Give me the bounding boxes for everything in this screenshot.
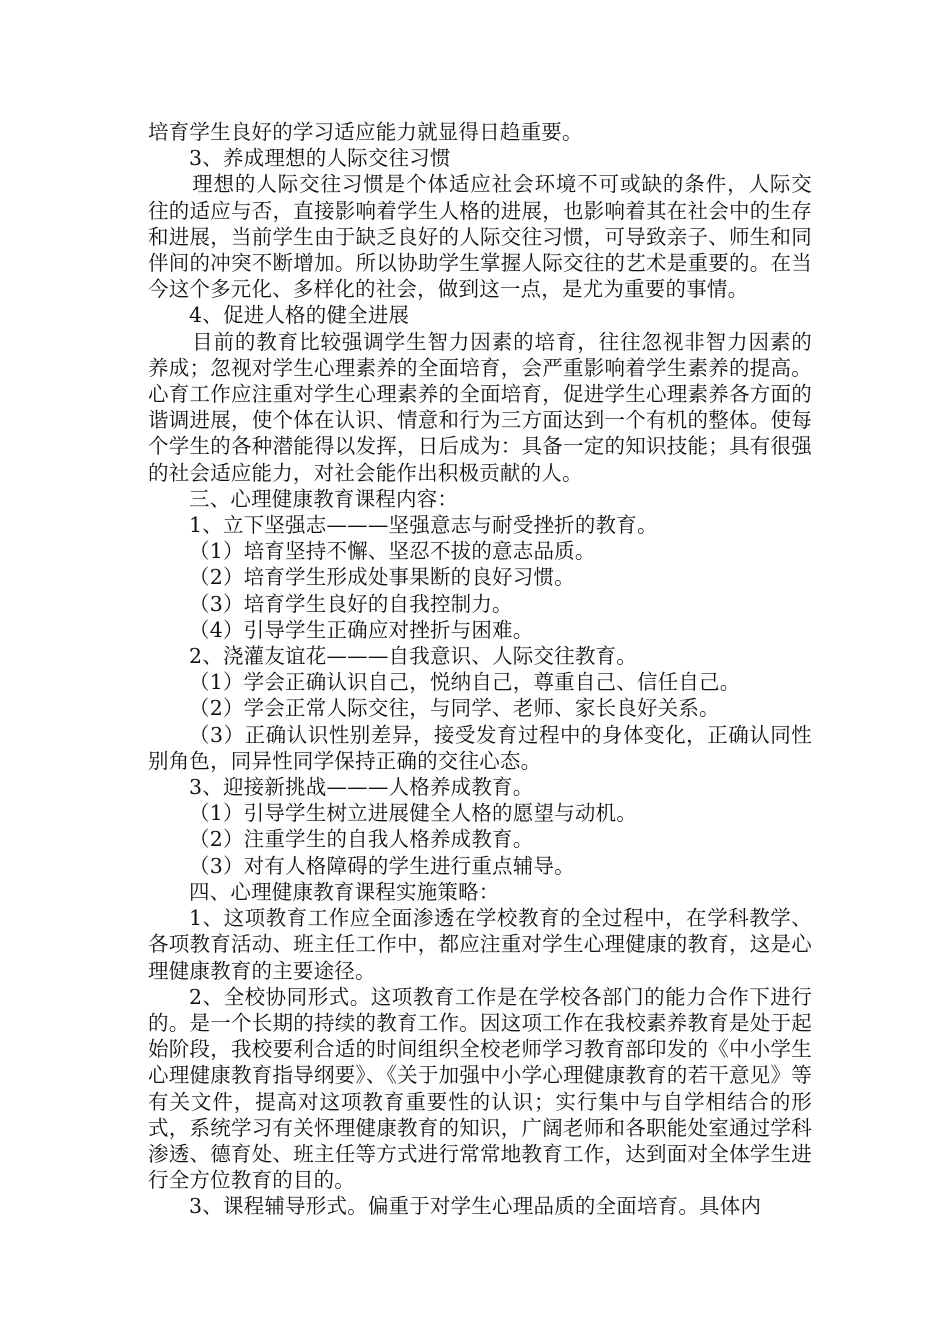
- document-body: [148, 119, 812, 1220]
- paragraph: 目前的教育比较强调学生智力因素的培育，往往忽视非智力因素的养成；忽视对学生心理素养的全面培育，会严重影响着学生素养的提高。心育工作应注重对学生心理素养的全面培育，促进学生心理素养各方面的谐调进展，使个体在认识、情意和行为三方面达到一个有机的整体。使每个学生的各种潜能得以发挥，日后成为：具备一定的知识技能；具有很强的社会适应能力，对社会能作出积极贡献的人。: [148, 329, 812, 485]
- list-item: （3）正确认识性别差异，接受发育过程中的身体变化，正确认同性别角色，同异性同学保持正确的交往心态。: [148, 722, 812, 773]
- paragraph: 3、课程辅导形式。偏重于对学生心理品质的全面培育。具体内: [189, 1194, 762, 1219]
- section-heading: 2、浇灌友谊花———自我意识、人际交往教育。: [189, 644, 637, 669]
- list-item: （1）学会正确认识自己，悦纳自己，尊重自己、信任自己。: [189, 670, 741, 695]
- list-item: （2）注重学生的自我人格养成教育。: [189, 827, 534, 852]
- list-item: （1）培育坚持不懈、坚忍不拔的意志品质。: [189, 539, 596, 564]
- section-heading: 3、养成理想的人际交往习惯: [189, 146, 451, 171]
- list-item: （3）对有人格障碍的学生进行重点辅导。: [189, 853, 575, 878]
- paragraph: 2、全校协同形式。这项教育工作是在学校各部门的能力合作下进行的。是一个长期的持续的教育工作。因这项工作在我校素养教育是处于起始阶段，我校要利合适的时间组织全校老师学习教育部印发的《中小学生心理健康教育指导纲要》、《关于加强中小学心理健康教育的若干意见》等有关文件，提高对这项教育重要性的认识；实行集中与自学相结合的形式，系统学习有关怀理健康教育的知识，广阔老师和各职能处室通过学科渗透、德育处、班主任等方式进行常常地教育工作，达到面对全体学生进行全方位教育的目的。: [148, 984, 812, 1193]
- list-item: （2）学会正常人际交往，与同学、老师、家长良好关系。: [189, 696, 720, 721]
- list-item: （1）引导学生树立进展健全人格的愿望与动机。: [189, 801, 637, 826]
- section-heading: 1、立下坚强志———坚强意志与耐受挫折的教育。: [189, 513, 658, 538]
- paragraph: 理想的人际交往习惯是个体适应社会环境不可或缺的条件，人际交往的适应与否，直接影响着学生人格的进展，也影响着其在社会中的生存和进展，当前学生由于缺乏良好的人际交往习惯，可导致亲子、师生和同伴间的冲突不断增加。所以协助学生掌握人际交往的艺术是重要的。在当今这个多元化、多样化的社会，做到这一点，是尤为重要的事情。: [148, 172, 812, 302]
- paragraph: 1、这项教育工作应全面渗透在学校教育的全过程中，在学科教学、各项教育活动、班主任工作中，都应注重对学生心理健康的教育，这是心理健康教育的主要途径。: [148, 906, 812, 983]
- list-item: （2）培育学生形成处事果断的良好习惯。: [189, 565, 575, 590]
- paragraph: 培育学生良好的学习适应能力就显得日趋重要。: [148, 120, 583, 144]
- section-heading: 4、促进人格的健全进展: [189, 303, 410, 328]
- chapter-heading: 四、心理健康教育课程实施策略：: [189, 879, 500, 904]
- section-heading: 3、迎接新挑战———人格养成教育。: [189, 775, 534, 800]
- list-item: （3）培育学生良好的自我控制力。: [189, 591, 513, 616]
- list-item: （4）引导学生正确应对挫折与困难。: [189, 617, 534, 642]
- chapter-heading: 三、心理健康教育课程内容：: [189, 486, 459, 511]
